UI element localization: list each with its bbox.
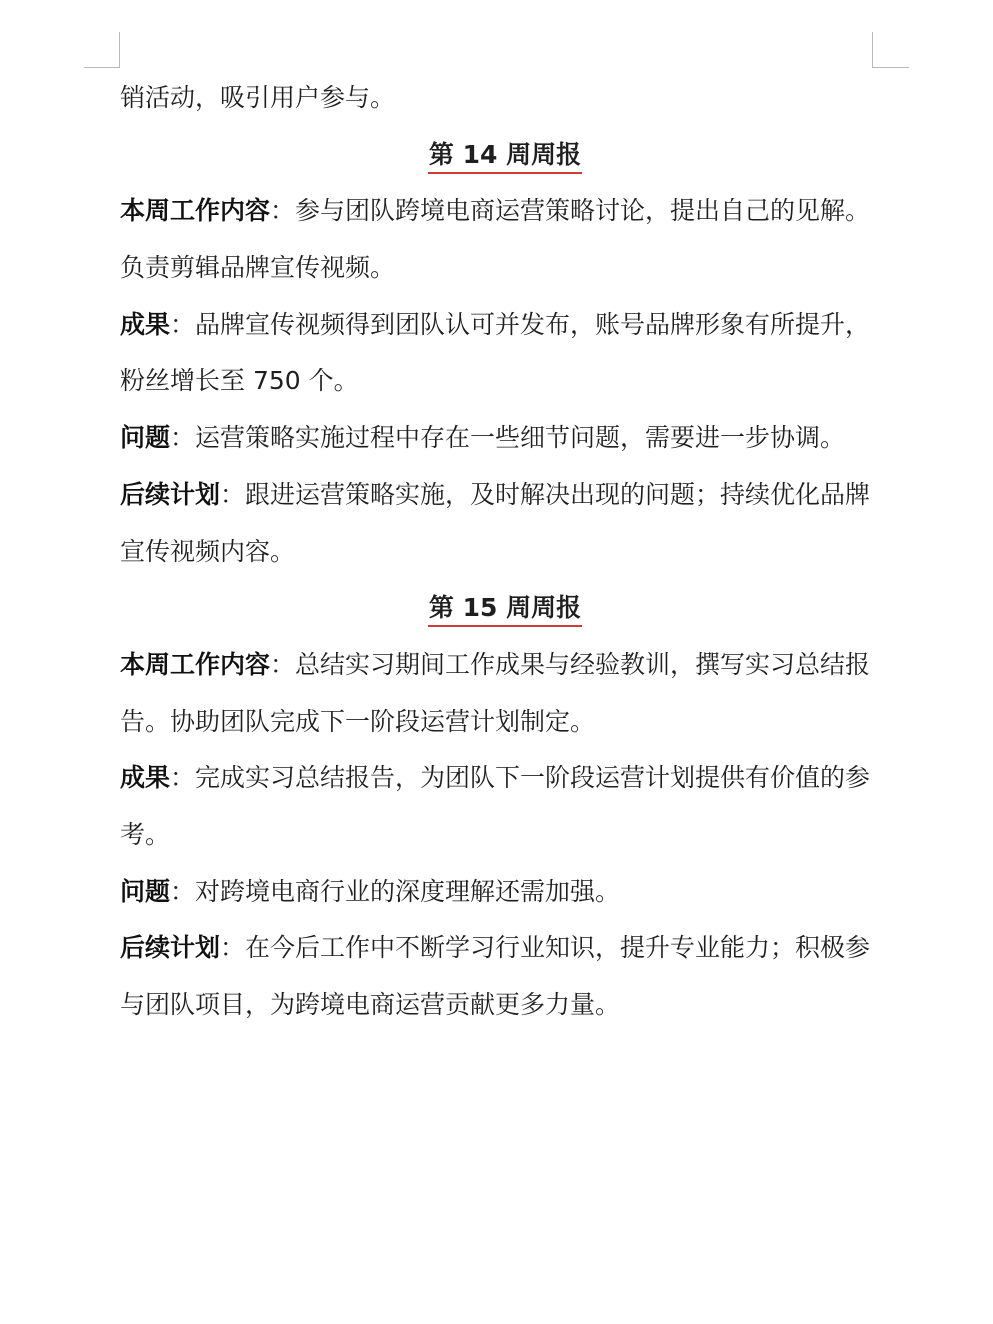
week-14-problem-line <box>120 410 890 467</box>
problem-label: 问题 <box>120 423 171 453</box>
intro-line: 销活动，吸引用户参与。 <box>120 83 396 112</box>
week-15-result-line-2: 考。 <box>120 819 171 849</box>
week-15-work-line-1 <box>120 637 890 694</box>
plan-label: 后续计划 <box>120 479 221 509</box>
work-text: 参与团队跨境电商运营策略讨论，提出自己的见解。 <box>295 196 871 226</box>
document-body <box>120 70 890 1034</box>
week-15-plan-line-2: 与团队项目，为跨境电商运营贡献更多力量。 <box>120 990 621 1019</box>
week-15-heading <box>120 580 890 637</box>
week-15-plan-line-1 <box>120 920 890 977</box>
week-15-work-line-2: 告。协助团队完成下一阶段运营计划制定。 <box>120 706 596 736</box>
label-separator: ： <box>170 763 196 793</box>
week-15-problem-line <box>120 864 890 921</box>
label-separator: ： <box>220 933 246 963</box>
work-text: 总结实习期间工作成果与经验教训，撰写实习总结报 <box>295 649 871 679</box>
label-separator: ： <box>220 479 246 509</box>
week-heading-title: 第 14 周周报 <box>428 138 582 174</box>
label-separator: ： <box>170 876 196 906</box>
plan-label: 后续计划 <box>120 933 221 963</box>
crop-mark-top-left <box>84 32 120 68</box>
result-text: 完成实习总结报告，为团队下一阶段运营计划提供有价值的参 <box>195 763 871 793</box>
result-label: 成果 <box>120 309 171 339</box>
week-15-result-line-1 <box>120 750 890 807</box>
result-text: 品牌宣传视频得到团队认可并发布，账号品牌形象有所提升， <box>195 309 871 339</box>
week-14-plan-line-1 <box>120 467 890 524</box>
problem-label: 问题 <box>120 876 171 906</box>
problem-text: 对跨境电商行业的深度理解还需加强。 <box>195 876 621 906</box>
label-separator: ： <box>170 423 196 453</box>
label-separator: ： <box>170 309 196 339</box>
plan-text: 在今后工作中不断学习行业知识，提升专业能力；积极参 <box>245 933 871 963</box>
week-14-result-line-2: 粉丝增长至 750 个。 <box>120 366 359 396</box>
week-heading-title: 第 15 周周报 <box>428 591 582 627</box>
label-separator: ： <box>270 196 296 226</box>
week-14-work-line-2: 负责剪辑品牌宣传视频。 <box>120 253 396 283</box>
result-label: 成果 <box>120 763 171 793</box>
week-14-plan-line-2: 宣传视频内容。 <box>120 536 296 566</box>
week-14-result-line-1 <box>120 297 890 354</box>
plan-text: 跟进运营策略实施，及时解决出现的问题；持续优化品牌 <box>245 479 871 509</box>
crop-mark-top-right <box>872 32 909 68</box>
work-label: 本周工作内容 <box>120 196 271 226</box>
work-label: 本周工作内容 <box>120 649 271 679</box>
week-14-work-line-1 <box>120 183 890 240</box>
week-14-heading <box>120 127 890 184</box>
problem-text: 运营策略实施过程中存在一些细节问题，需要进一步协调。 <box>195 423 846 453</box>
label-separator: ： <box>270 649 296 679</box>
